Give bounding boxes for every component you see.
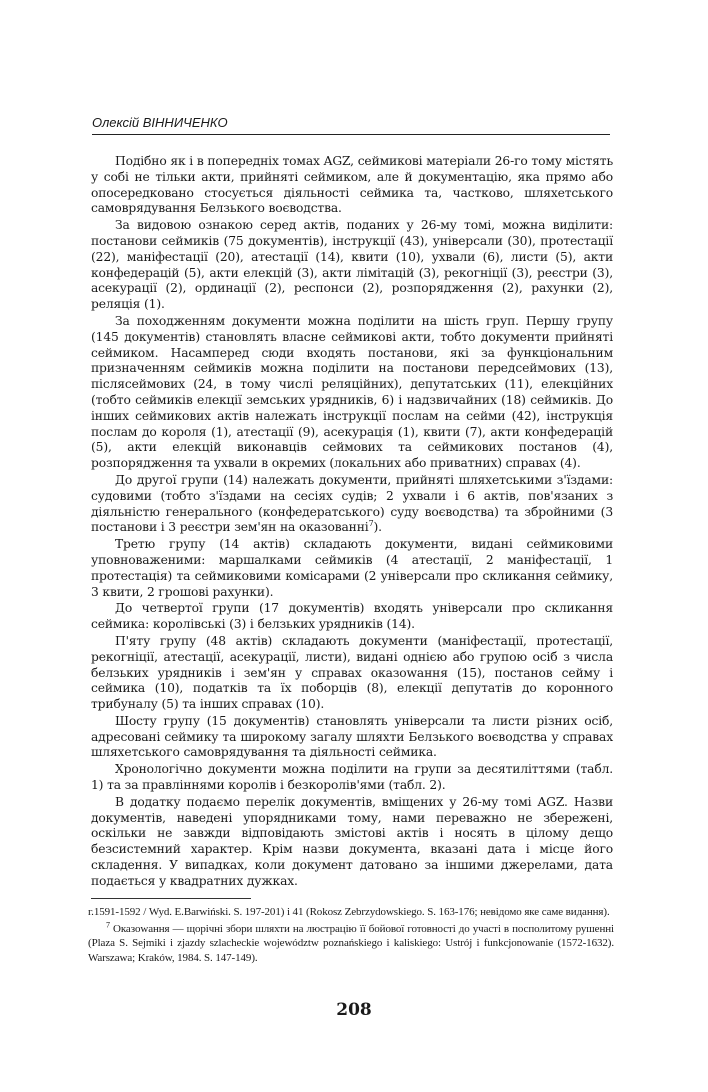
paragraph-4 [91,473,613,536]
running-header [92,112,610,135]
paragraph-3: За походженням документи можна поділити на шість груп. Першу групу (145 документів) становлять власне сеймикові акти, тобто документи прийняті сеймиком. Насамперед сюди входять постанови, які за функціональним призначенням сеймиків можна поділити на постанови передсеймових (13), післясеймових (24, в тому числі реляційних), депутатських (11), елекційних (тобто сеймиків елекції земських урядників, 6) і надзвичайних (18) сеймиків. До інших сеймикових актів належать інструкції послам на сейми (42), інструкція послам до короля (1), атестації (9), асекурація (1), квити (7), акти конфедерацій (5), акти елекцій виконавців сеймових та сеймикових постанов (4), розпорядження та ухвали в окремих (локальних або приватних) справах (4). [91,313,613,471]
paragraph-8: Шосту групу (15 документів) становлять універсали та листи різних осіб, адресовані сеймику та широкому загалу шляхти Белзького воєводства у справах шляхетського самоврядування та діяльності сеймика. [91,713,613,760]
footnote-7-text: Оказowання — щорічні збори шляхти на люстрацію її бойової готовності до участі в посполитому рушенні (Plaza S. Sejmiki i zjazdy szlacheckie województw poznańskiego i kaliskiego: Ustrój i funkcjonowanie (1572-1632). Warszawa; Kraków, 1984. S. 147-149). [88,923,614,964]
paragraph-9: Хронологічно документи можна поділити на групи за десятиліттями (табл. 1) та за правліннями королів і безкоролів'ями (табл. 2). [91,762,613,793]
paragraph-4-tail: ). [373,520,382,535]
paragraph-6: До четвертої групи (17 документів) входять універсали про скликання сеймика: королівські (3) і белзьких урядників (14). [91,601,613,632]
footnote-separator [91,898,251,899]
paragraph-1: Подібно як і в попередніх томах AGZ, сеймикові матеріали 26-го тому містять у собі не тільки акти, прийняті сеймиком, але й документацію, яка прямо або опосередковано стосується діяльності сеймика та, частково, шляхетського самоврядування Белзького воєводства. [91,154,613,216]
author-surname: ВІННИЧЕНКО [142,115,228,130]
paragraph-7: П'яту групу (48 актів) складають документи (маніфестації, протестації, рекогніції, атестації, асекурації, листи), видані однією або групою осіб з числа белзьких урядників і зем'ян у справах оказowання (15), постанов сейму і сеймика (10), податків та їх поборців (8), елекції депутатів до коронного трибуналу (5) та інших справах (10). [91,633,613,712]
main-text [91,154,613,890]
paragraph-10: В додатку подаємо перелік документів, вміщених у 26-му томі AGZ. Назви документів, наведені упорядниками тому, нами переважно не збережені, оскільки не завжди відповідають змістові актів і носять в цілому дещо безсистемний характер. Крім назви документа, вказані дата і місце його складення. У випадках, коли документ датовано за іншими джерелами, дата подається у квадратних дужках. [91,794,613,888]
author-first-name: Олексій [92,115,140,130]
footnote-7 [88,922,614,965]
footnote-7-mark: 7 [106,920,110,930]
page-number: 208 [336,1000,372,1020]
footnote-6-continuation: г.1591-1592 / Wyd. E.Barwiński. S. 197-201) і 41 (Rokosz Zebrzydowskiego. S. 163-176; невідомо яке саме видання). [88,906,610,918]
paragraph-2: За видовою ознакою серед актів, поданих у 26-му томі, можна виділити: постанови сеймиків (75 документів), інструкції (43), універсали (30), протестації (22), маніфестації (20), атестації (14), квити (10), ухвали (6), листи (5), акти конфедерацій (5), акти елекцій (3), акти лімітацій (3), рекогніції (3), реєстри (3), асекурації (2), ординації (2), респонси (2), розпорядження (2), рахунки (2), реляція (1). [91,218,613,312]
paragraph-4-text: До другої групи (14) належать документи, прийняті шляхетськими з'їздами: судовими (тобто з'їздами на сесіях судів; 2 ухвали і 6 актів, пов'язаних з діяльністю генерального (конфедератського) суду воєводства) та збройними (3 постанови і 3 реєстри зем'ян на оказованні [91,472,613,535]
footnotes [88,905,614,965]
paragraph-5: Третю групу (14 актів) складають документи, видані сеймиковими уповноваженими: маршалками сеймиків (4 атестації, 2 маніфестації, 1 протестація) та сеймиковими комісарами (2 універсали про скликання сеймику, 3 квити, 2 грошові рахунки). [91,537,613,599]
header-author [92,115,228,130]
footnote-ref-7[interactable]: 7 [368,519,374,529]
